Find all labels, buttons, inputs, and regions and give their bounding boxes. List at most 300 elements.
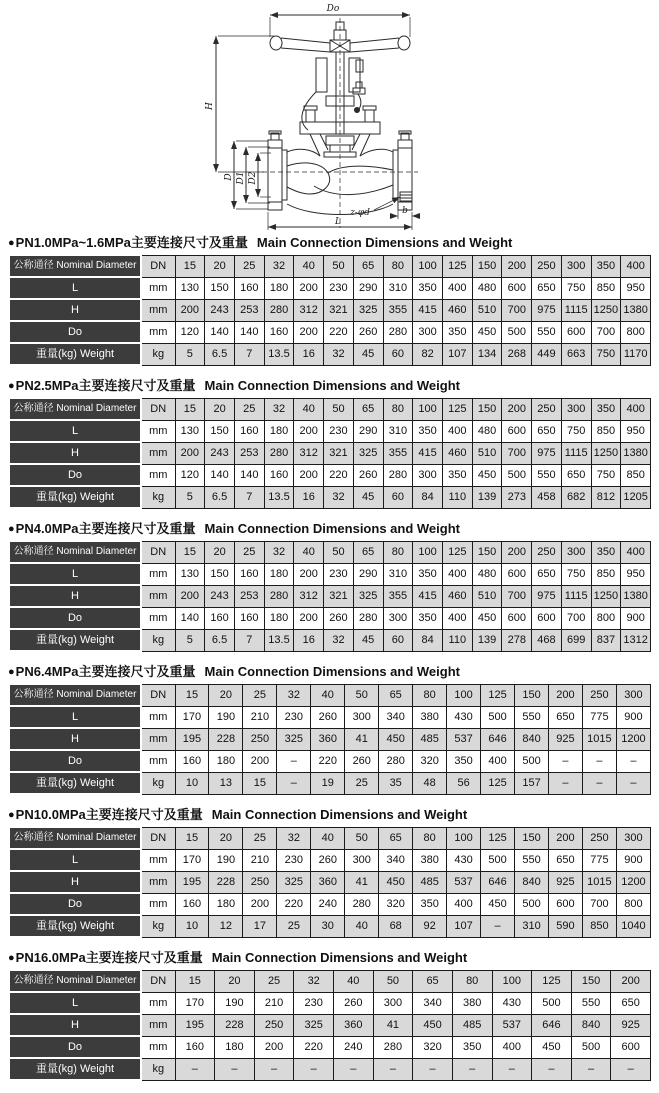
table-row <box>9 420 651 442</box>
cell-value: 100 <box>413 398 443 420</box>
table-section <box>8 521 651 652</box>
cell-value: 300 <box>616 684 650 706</box>
cell-value: 228 <box>209 871 243 893</box>
cell-value: 220 <box>324 321 354 343</box>
cell-value: 550 <box>515 706 549 728</box>
cell-value: 7 <box>234 343 264 365</box>
row-unit: mm <box>141 563 175 585</box>
cell-value: 200 <box>294 420 324 442</box>
cell-value: 340 <box>379 706 413 728</box>
cell-value: 250 <box>243 728 277 750</box>
cell-value: 400 <box>442 607 472 629</box>
cell-value: 380 <box>413 706 447 728</box>
cell-value: 650 <box>532 563 562 585</box>
cell-value: 850 <box>591 563 621 585</box>
cell-value: 140 <box>205 321 235 343</box>
cell-value: 350 <box>447 750 481 772</box>
row-unit: DN <box>141 255 175 277</box>
section-title-en: Main Connection Dimensions and Weight <box>204 521 460 536</box>
cell-value: 500 <box>502 464 532 486</box>
cell-value: 415 <box>413 585 443 607</box>
cell-value: – <box>277 772 311 794</box>
table-row <box>9 893 651 915</box>
table-section <box>8 378 651 509</box>
section-title-cn: PN4.0MPa主要连接尺寸及重量 <box>15 521 196 536</box>
cell-value: 700 <box>582 893 616 915</box>
cell-value: 250 <box>532 398 562 420</box>
cell-value: 300 <box>413 321 443 343</box>
cell-value: 160 <box>175 1036 215 1058</box>
cell-value: 40 <box>294 541 324 563</box>
cell-value: 130 <box>175 420 205 442</box>
cell-value: 200 <box>243 750 277 772</box>
dim-label-l: L <box>334 217 341 227</box>
cell-value: 110 <box>442 486 472 508</box>
table-row <box>9 871 651 893</box>
cell-value: 682 <box>561 486 591 508</box>
cell-value: 134 <box>472 343 502 365</box>
cell-value: 200 <box>294 563 324 585</box>
cell-value: 360 <box>311 871 345 893</box>
cell-value: 460 <box>442 442 472 464</box>
cell-value: 20 <box>205 541 235 563</box>
cell-value: 300 <box>561 541 591 563</box>
cell-value: 450 <box>413 1014 453 1036</box>
cell-value: 1015 <box>582 728 616 750</box>
cell-value: 243 <box>205 442 235 464</box>
cell-value: 253 <box>234 585 264 607</box>
cell-value: 250 <box>243 871 277 893</box>
table-section <box>8 664 651 795</box>
cell-value: 310 <box>383 277 413 299</box>
cell-value: 310 <box>515 915 549 937</box>
cell-value: 80 <box>383 255 413 277</box>
row-unit: kg <box>141 486 175 508</box>
cell-value: – <box>373 1058 413 1080</box>
cell-value: 160 <box>234 563 264 585</box>
cell-value: 125 <box>442 398 472 420</box>
row-unit: mm <box>141 750 175 772</box>
row-label: L <box>9 992 141 1014</box>
cell-value: 600 <box>611 1036 651 1058</box>
cell-value: 40 <box>345 915 379 937</box>
cell-value: 10 <box>175 772 209 794</box>
cell-value: 220 <box>294 1036 334 1058</box>
section-title <box>8 378 651 394</box>
dimensions-table <box>8 826 651 938</box>
cell-value: 20 <box>205 398 235 420</box>
row-label: 公称通径 Nominal Diameter <box>9 541 141 563</box>
cell-value: 663 <box>561 343 591 365</box>
section-title-cn: PN16.0MPa主要连接尺寸及重量 <box>15 950 203 965</box>
cell-value: 650 <box>611 992 651 1014</box>
cell-value: 195 <box>175 1014 215 1036</box>
dimensions-table <box>8 969 651 1081</box>
cell-value: 20 <box>209 827 243 849</box>
cell-value: 13.5 <box>264 343 294 365</box>
cell-value: 600 <box>548 893 582 915</box>
cell-value: 840 <box>515 728 549 750</box>
row-label: 公称通径 Nominal Diameter <box>9 684 141 706</box>
cell-value: 600 <box>561 321 591 343</box>
row-unit: mm <box>141 585 175 607</box>
cell-value: 50 <box>373 970 413 992</box>
cell-value: 321 <box>324 442 354 464</box>
section-title-cn: PN2.5MPa主要连接尺寸及重量 <box>15 378 196 393</box>
cell-value: 200 <box>548 827 582 849</box>
cell-value: 25 <box>345 772 379 794</box>
dimensions-table <box>8 254 651 366</box>
cell-value: 50 <box>324 541 354 563</box>
cell-value: 195 <box>175 871 209 893</box>
cell-value: 480 <box>472 420 502 442</box>
section-title <box>8 521 651 537</box>
cell-value: 350 <box>591 541 621 563</box>
row-unit: mm <box>141 442 175 464</box>
row-unit: mm <box>141 893 175 915</box>
section-title <box>8 235 651 251</box>
cell-value: 1040 <box>616 915 650 937</box>
bullet-icon: ● <box>8 523 15 535</box>
cell-value: 139 <box>472 486 502 508</box>
cell-value: 350 <box>442 464 472 486</box>
cell-value: 15 <box>175 541 205 563</box>
bullet-icon: ● <box>8 666 15 678</box>
cell-value: 32 <box>324 629 354 651</box>
cell-value: 68 <box>379 915 413 937</box>
dim-label-b: b <box>401 206 408 216</box>
cell-value: 280 <box>383 321 413 343</box>
cell-value: 80 <box>383 398 413 420</box>
cell-value: 700 <box>502 442 532 464</box>
cell-value: 300 <box>413 464 443 486</box>
row-unit: mm <box>141 299 175 321</box>
cell-value: 550 <box>532 464 562 486</box>
cell-value: 150 <box>472 255 502 277</box>
cell-value: 450 <box>472 464 502 486</box>
cell-value: 160 <box>264 464 294 486</box>
cell-value: 200 <box>294 321 324 343</box>
cell-value: 41 <box>345 728 379 750</box>
cell-value: 230 <box>277 706 311 728</box>
cell-value: 20 <box>209 684 243 706</box>
cell-value: 15 <box>243 772 277 794</box>
cell-value: 925 <box>548 871 582 893</box>
cell-value: 130 <box>175 563 205 585</box>
cell-value: 450 <box>532 1036 572 1058</box>
cell-value: 340 <box>379 849 413 871</box>
cell-value: 300 <box>561 255 591 277</box>
section-title <box>8 807 651 823</box>
cell-value: 12 <box>209 915 243 937</box>
cell-value: 350 <box>442 321 472 343</box>
cell-value: 450 <box>481 893 515 915</box>
cell-value: 110 <box>442 629 472 651</box>
cell-value: 200 <box>294 464 324 486</box>
cell-value: 157 <box>515 772 549 794</box>
dim-label-h: H <box>204 102 215 110</box>
cell-value: 325 <box>294 1014 334 1036</box>
cell-value: 125 <box>532 970 572 992</box>
cell-value: 60 <box>383 629 413 651</box>
table-row <box>9 464 651 486</box>
cell-value: 82 <box>413 343 443 365</box>
cell-value: 32 <box>264 398 294 420</box>
table-section <box>8 807 651 938</box>
cell-value: 150 <box>205 420 235 442</box>
cell-value: 646 <box>532 1014 572 1036</box>
cell-value: – <box>175 1058 215 1080</box>
cell-value: 200 <box>294 277 324 299</box>
row-label: 重量(kg) Weight <box>9 343 141 365</box>
row-label: H <box>9 871 141 893</box>
cell-value: 260 <box>324 607 354 629</box>
cell-value: 180 <box>264 277 294 299</box>
row-label: Do <box>9 607 141 629</box>
row-label: Do <box>9 893 141 915</box>
cell-value: 25 <box>234 398 264 420</box>
cell-value: 775 <box>582 706 616 728</box>
cell-value: 260 <box>345 750 379 772</box>
cell-value: – <box>294 1058 334 1080</box>
cell-value: 32 <box>277 684 311 706</box>
cell-value: 16 <box>294 343 324 365</box>
cell-value: 240 <box>311 893 345 915</box>
dimensions-table <box>8 397 651 509</box>
cell-value: 312 <box>294 442 324 464</box>
cell-value: 430 <box>492 992 532 1014</box>
cell-value: 180 <box>264 563 294 585</box>
cell-value: 180 <box>264 420 294 442</box>
cell-value: – <box>334 1058 374 1080</box>
cell-value: 30 <box>311 915 345 937</box>
cell-value: 800 <box>591 607 621 629</box>
row-label: L <box>9 563 141 585</box>
cell-value: 280 <box>264 585 294 607</box>
row-unit: mm <box>141 464 175 486</box>
cell-value: 449 <box>532 343 562 365</box>
cell-value: 210 <box>243 849 277 871</box>
cell-value: 6.5 <box>205 629 235 651</box>
cell-value: 240 <box>334 1036 374 1058</box>
row-label: 重量(kg) Weight <box>9 772 141 794</box>
cell-value: 300 <box>345 706 379 728</box>
cell-value: 220 <box>277 893 311 915</box>
cell-value: 1115 <box>561 442 591 464</box>
cell-value: 230 <box>324 277 354 299</box>
cell-value: 325 <box>277 728 311 750</box>
cell-value: 107 <box>447 915 481 937</box>
cell-value: 25 <box>234 541 264 563</box>
cell-value: 700 <box>502 299 532 321</box>
cell-value: 41 <box>345 871 379 893</box>
cell-value: 220 <box>311 750 345 772</box>
cell-value: 120 <box>175 321 205 343</box>
cell-value: 500 <box>571 1036 611 1058</box>
cell-value: – <box>616 750 650 772</box>
cell-value: 750 <box>591 464 621 486</box>
cell-value: 40 <box>311 684 345 706</box>
cell-value: 750 <box>561 420 591 442</box>
cell-value: 48 <box>413 772 447 794</box>
dim-label-d1: D1 <box>235 171 246 185</box>
cell-value: 325 <box>277 871 311 893</box>
cell-value: 243 <box>205 299 235 321</box>
cell-value: 310 <box>383 563 413 585</box>
row-unit: mm <box>141 607 175 629</box>
cell-value: 700 <box>591 321 621 343</box>
cell-value: 100 <box>447 684 481 706</box>
cell-value: 550 <box>571 992 611 1014</box>
section-title-en: Main Connection Dimensions and Weight <box>204 664 460 679</box>
cell-value: 160 <box>234 277 264 299</box>
bullet-icon: ● <box>8 380 15 392</box>
cell-value: 92 <box>413 915 447 937</box>
cell-value: 430 <box>447 849 481 871</box>
table-row <box>9 277 651 299</box>
row-label: H <box>9 728 141 750</box>
table-row <box>9 992 651 1014</box>
cell-value: 13.5 <box>264 629 294 651</box>
cell-value: 468 <box>532 629 562 651</box>
row-label: 重量(kg) Weight <box>9 915 141 937</box>
row-unit: kg <box>141 772 175 794</box>
cell-value: 140 <box>234 464 264 486</box>
cell-value: 1250 <box>591 442 621 464</box>
cell-value: 16 <box>294 486 324 508</box>
cell-value: 450 <box>379 728 413 750</box>
cell-value: 280 <box>373 1036 413 1058</box>
cell-value: 600 <box>502 420 532 442</box>
cell-value: 480 <box>472 563 502 585</box>
cell-value: 200 <box>243 893 277 915</box>
cell-value: – <box>582 772 616 794</box>
table-section <box>8 950 651 1081</box>
cell-value: – <box>582 750 616 772</box>
section-title-cn: PN10.0MPa主要连接尺寸及重量 <box>15 807 203 822</box>
cell-value: 350 <box>413 277 443 299</box>
cell-value: 13.5 <box>264 486 294 508</box>
cell-value: 17 <box>243 915 277 937</box>
cell-value: 139 <box>472 629 502 651</box>
row-unit: kg <box>141 915 175 937</box>
cell-value: 485 <box>413 871 447 893</box>
cell-value: 5 <box>175 343 205 365</box>
cell-value: 350 <box>413 607 443 629</box>
table-row <box>9 1036 651 1058</box>
row-unit: DN <box>141 398 175 420</box>
cell-value: 700 <box>502 585 532 607</box>
row-unit: mm <box>141 871 175 893</box>
table-row <box>9 1058 651 1080</box>
cell-value: 280 <box>383 464 413 486</box>
cell-value: 325 <box>353 299 383 321</box>
cell-value: 1115 <box>561 299 591 321</box>
cell-value: 415 <box>413 442 443 464</box>
cell-value: 312 <box>294 299 324 321</box>
cell-value: 200 <box>502 541 532 563</box>
row-label: L <box>9 849 141 871</box>
cell-value: 300 <box>383 607 413 629</box>
cell-value: – <box>548 750 582 772</box>
row-label: H <box>9 299 141 321</box>
cell-value: 360 <box>334 1014 374 1036</box>
row-label: H <box>9 585 141 607</box>
row-label: 公称通径 Nominal Diameter <box>9 255 141 277</box>
cell-value: 260 <box>353 321 383 343</box>
cell-value: 1205 <box>621 486 651 508</box>
cell-value: 500 <box>502 321 532 343</box>
cell-value: 355 <box>383 299 413 321</box>
section-title-cn: PN6.4MPa主要连接尺寸及重量 <box>15 664 196 679</box>
row-label: 公称通径 Nominal Diameter <box>9 398 141 420</box>
cell-value: 10 <box>175 915 209 937</box>
cell-value: 500 <box>515 750 549 772</box>
row-label: Do <box>9 464 141 486</box>
cell-value: 25 <box>254 970 294 992</box>
row-unit: mm <box>141 849 175 871</box>
cell-value: 160 <box>264 321 294 343</box>
cell-value: – <box>571 1058 611 1080</box>
cell-value: 850 <box>591 420 621 442</box>
cell-value: 400 <box>621 541 651 563</box>
row-unit: DN <box>141 541 175 563</box>
cell-value: 450 <box>472 321 502 343</box>
cell-value: 310 <box>383 420 413 442</box>
cell-value: 273 <box>502 486 532 508</box>
cell-value: 537 <box>447 728 481 750</box>
cell-value: 812 <box>591 486 621 508</box>
cell-value: 268 <box>502 343 532 365</box>
cell-value: – <box>611 1058 651 1080</box>
cell-value: 7 <box>234 629 264 651</box>
cell-value: – <box>532 1058 572 1080</box>
cell-value: 200 <box>175 442 205 464</box>
table-row <box>9 607 651 629</box>
cell-value: 900 <box>616 706 650 728</box>
row-unit: kg <box>141 1058 175 1080</box>
row-unit: mm <box>141 706 175 728</box>
cell-value: 84 <box>413 486 443 508</box>
dim-label-d2: D2 <box>247 171 258 185</box>
cell-value: 5 <box>175 486 205 508</box>
cell-value: – <box>413 1058 453 1080</box>
cell-value: 5 <box>175 629 205 651</box>
cell-value: 320 <box>413 1036 453 1058</box>
cell-value: 50 <box>345 684 379 706</box>
row-unit: DN <box>141 970 175 992</box>
cell-value: 537 <box>492 1014 532 1036</box>
cell-value: 120 <box>175 464 205 486</box>
cell-value: 975 <box>532 585 562 607</box>
dim-label-zd: z-φd <box>349 208 370 218</box>
cell-value: 355 <box>383 585 413 607</box>
cell-value: 320 <box>413 750 447 772</box>
table-row <box>9 321 651 343</box>
cell-value: 15 <box>175 684 209 706</box>
cell-value: 260 <box>311 849 345 871</box>
cell-value: 200 <box>502 398 532 420</box>
cell-value: 250 <box>582 684 616 706</box>
cell-value: 230 <box>277 849 311 871</box>
cell-value: 510 <box>472 299 502 321</box>
row-label: Do <box>9 321 141 343</box>
cell-value: 65 <box>379 827 413 849</box>
cell-value: – <box>452 1058 492 1080</box>
table-row <box>9 541 651 563</box>
cell-value: 460 <box>442 585 472 607</box>
cell-value: 775 <box>582 849 616 871</box>
